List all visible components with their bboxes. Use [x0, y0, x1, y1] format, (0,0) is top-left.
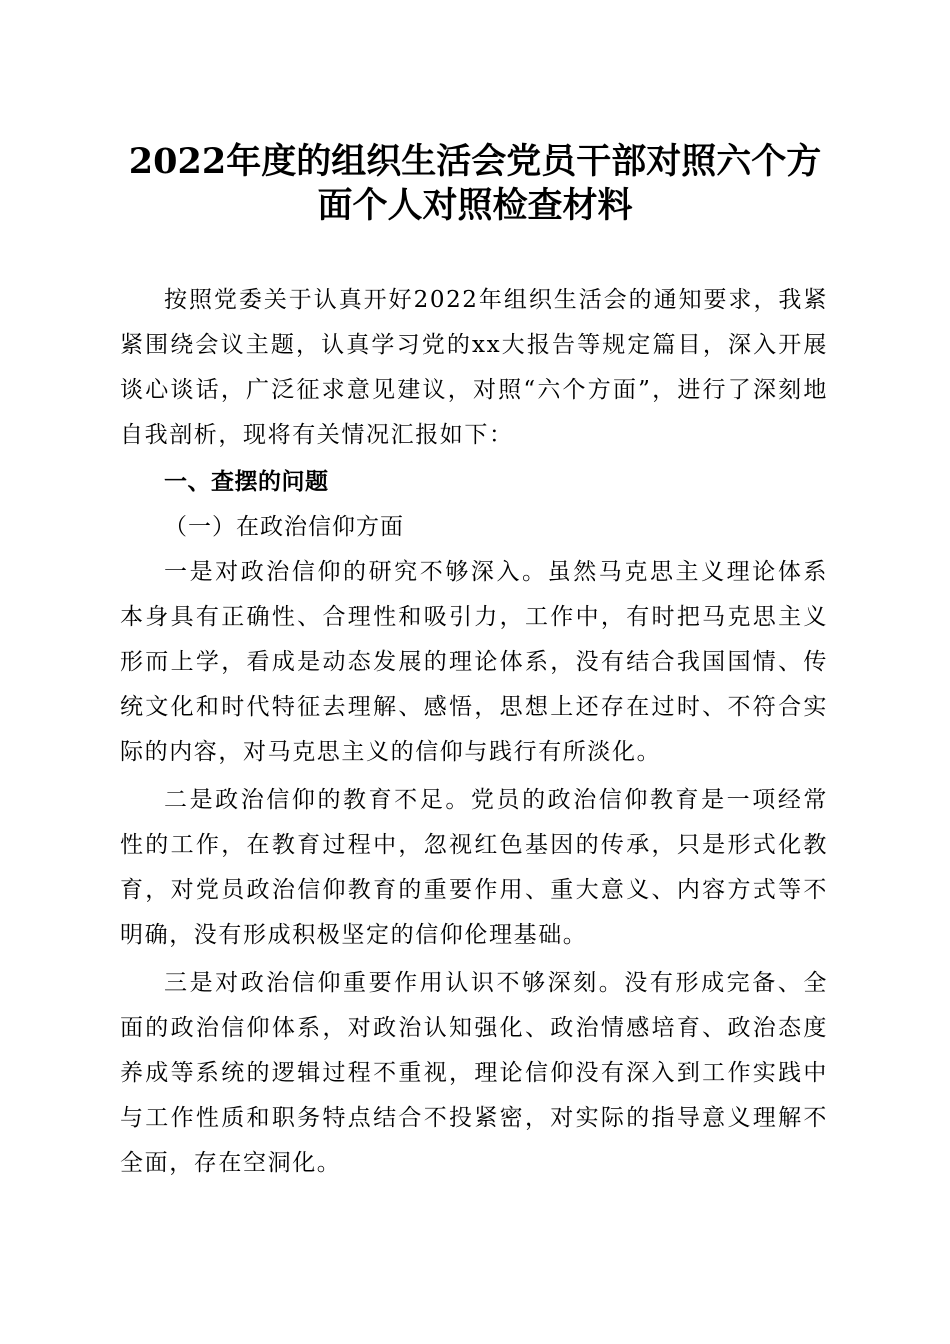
paragraph-point-1: [120, 550, 828, 775]
document-body: [120, 278, 828, 1186]
intro-paragraph: 按照党委关于认真开好2022年组织生活会的通知要求，我紧紧围绕会议主题，认真学习党的xx大报告等规定篇目，深入开展谈心谈话，广泛征求意见建议，对照“六个方面”，进行了深刻地自我剖析，现将有关情况汇报如下：: [120, 287, 828, 448]
document-title-line-2: 面个人对照检查材料: [317, 185, 633, 226]
point-1-lead: 一是对政治信仰的研究不够深入。: [164, 559, 548, 585]
paragraph-point-2: [120, 778, 828, 958]
point-1-body: 虽然马克思主义理论体系本身具有正确性、合理性和吸引力，工作中，有时把马克思主义形而上学，看成是动态发展的理论体系，没有结合我国国情、传统文化和时代特征去理解、感悟，思想上还存在过时、不符合实际的内容，对马克思主义的信仰与践行有所淡化。: [120, 559, 828, 765]
point-3-lead: 三是对政治信仰重要作用认识不够深刻。: [164, 970, 625, 996]
point-2-lead: 二是政治信仰的教育不足。: [164, 787, 471, 813]
section-heading-problems: 一、查摆的问题: [164, 469, 329, 495]
point-3-body: 没有形成完备、全面的政治信仰体系，对政治认知强化、政治情感培育、政治态度养成等系统的逻辑过程不重视，理论信仰没有深入到工作实践中与工作性质和职务特点结合不投紧密，对实际的指导意义理解不全面，存在空洞化。: [120, 970, 828, 1176]
point-2-body: 党员的政治信仰教育是一项经常性的工作，在教育过程中，忽视红色基因的传承，只是形式化教育，对党员政治信仰教育的重要作用、重大意义、内容方式等不明确，没有形成积极坚定的信仰伦理基础。: [120, 787, 829, 948]
subsection-heading-political-belief: （一）在政治信仰方面: [164, 514, 404, 540]
document-title-line-1: 2022年度的组织生活会党员干部对照六个方: [128, 141, 822, 182]
paragraph-point-3: [120, 961, 828, 1186]
